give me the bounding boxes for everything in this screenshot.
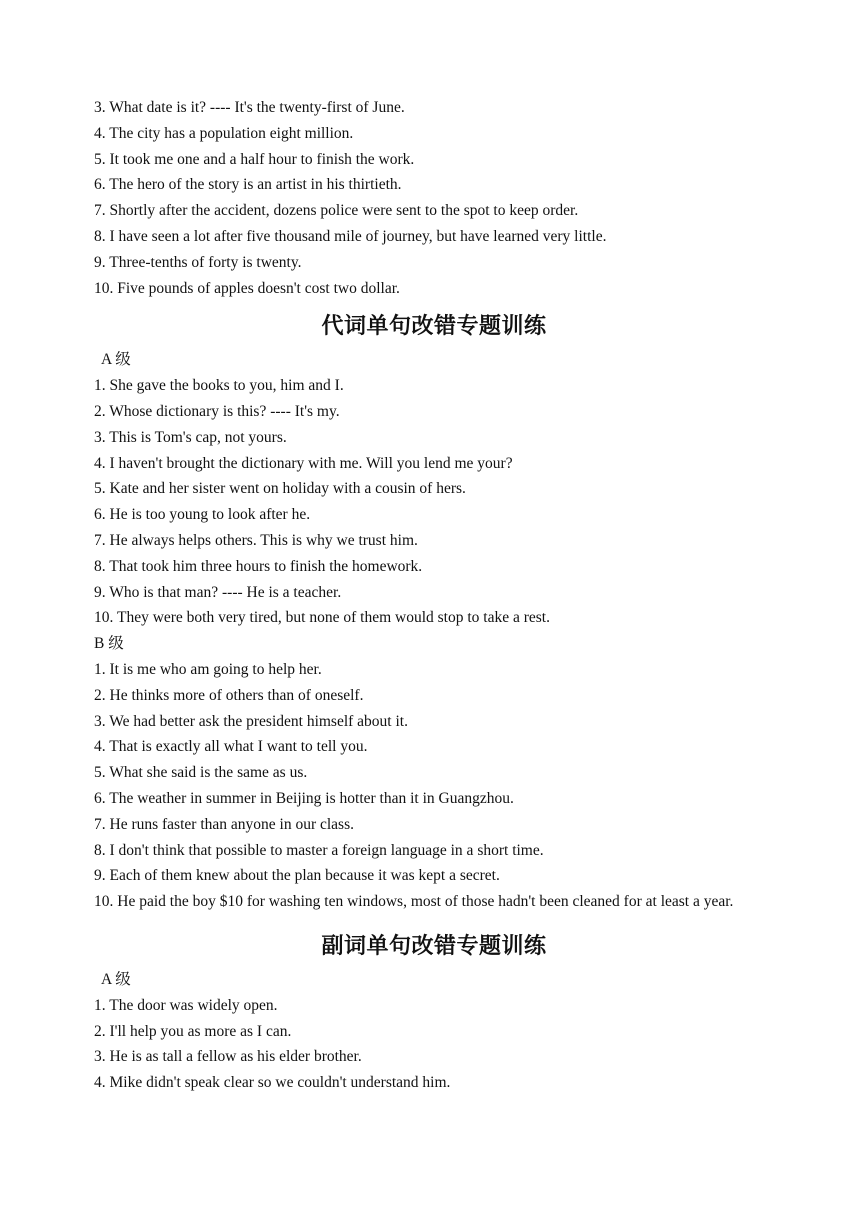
exercise-item: 5. It took me one and a half hour to finish the work. — [94, 150, 415, 168]
exercise-item: 10. They were both very tired, but none of them would stop to take a rest. — [94, 609, 550, 627]
exercise-item: 6. The weather in summer in Beijing is hotter than it in Guangzhou. — [94, 789, 514, 807]
exercise-item: 3. We had better ask the president himself about it. — [94, 712, 408, 730]
exercise-item: 1. The door was widely open. — [94, 996, 278, 1014]
exercise-item: 4. The city has a population eight million. — [94, 124, 354, 142]
exercise-item: 3. He is as tall a fellow as his elder brother. — [94, 1048, 362, 1066]
exercise-item: 8. I don't think that possible to master a foreign language in a short time. — [94, 841, 544, 859]
exercise-item: 6. He is too young to look after he. — [94, 506, 311, 524]
adverb-level-a-label: A 级 — [101, 970, 131, 988]
exercise-item: 7. Shortly after the accident, dozens police were sent to the spot to keep order. — [94, 202, 579, 220]
exercise-item: 5. Kate and her sister went on holiday with a cousin of hers. — [94, 480, 466, 498]
exercise-item: 1. She gave the books to you, him and I. — [94, 377, 344, 395]
adverb-section-title: 副词单句改错专题训练 — [321, 932, 547, 959]
exercise-item: 2. He thinks more of others than of oneself. — [94, 686, 364, 704]
pronoun-level-a-label: A 级 — [101, 351, 131, 369]
exercise-item: 4. Mike didn't speak clear so we couldn't understand him. — [94, 1074, 451, 1092]
exercise-item: 8. That took him three hours to finish the homework. — [94, 557, 423, 575]
exercise-item: 3. This is Tom's cap, not yours. — [94, 428, 287, 446]
exercise-item: 6. The hero of the story is an artist in his thirtieth. — [94, 176, 402, 194]
exercise-item: 4. That is exactly all what I want to tell you. — [94, 738, 368, 756]
exercise-item: 10. He paid the boy $10 for washing ten windows, most of those hadn't been cleaned for at least a year. — [94, 893, 734, 911]
exercise-list-top — [94, 95, 774, 301]
adverb-level-a-list — [94, 993, 774, 1096]
exercise-item: 1. It is me who am going to help her. — [94, 660, 322, 678]
exercise-item: 9. Who is that man? ---- He is a teacher. — [94, 583, 342, 601]
pronoun-level-b-list — [94, 657, 774, 915]
exercise-item: 4. I haven't brought the dictionary with me. Will you lend me your? — [94, 454, 513, 472]
exercise-item: 9. Each of them knew about the plan because it was kept a secret. — [94, 867, 500, 885]
pronoun-level-b-label: B 级 — [94, 635, 124, 653]
exercise-item: 8. I have seen a lot after five thousand mile of journey, but have learned very little. — [94, 227, 607, 245]
exercise-item: 3. What date is it? ---- It's the twenty-first of June. — [94, 99, 405, 116]
exercise-item: 9. Three-tenths of forty is twenty. — [94, 253, 302, 271]
exercise-item: 7. He runs faster than anyone in our class. — [94, 815, 354, 833]
exercise-item: 2. I'll help you as more as I can. — [94, 1022, 292, 1040]
exercise-item: 10. Five pounds of apples doesn't cost two dollar. — [94, 279, 400, 297]
exercise-item: 7. He always helps others. This is why we trust him. — [94, 531, 418, 549]
document-page — [94, 95, 774, 1096]
exercise-item: 5. What she said is the same as us. — [94, 764, 308, 782]
exercise-item: 2. Whose dictionary is this? ---- It's my. — [94, 402, 340, 420]
pronoun-section-title: 代词单句改错专题训练 — [321, 313, 547, 340]
pronoun-level-a-list — [94, 373, 774, 631]
